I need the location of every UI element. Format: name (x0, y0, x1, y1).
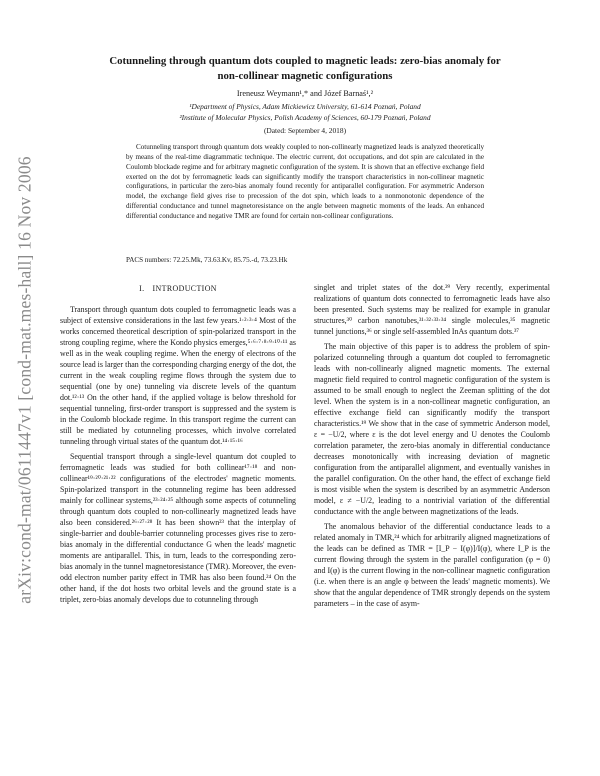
intro-paragraph-4: The anomalous behavior of the differential conductance leads to a related anomaly in TMR,²⁴ which for arbitrarily aligned magnetizations of the leads can be defined as TMR = [I_P − I(φ)]/I(φ), where I_P is the current flowing through the system in the parallel configuration (φ = 0) and I(φ) is the current flowing in the non-collinear magnetic configuration (i.e. when there is an angle φ between the leads' magnetic moments). We show that the angular dependence of TMR strongly depends on the system parameters – in the case of asym- (314, 521, 550, 608)
section-number: I. (139, 284, 145, 293)
intro-paragraph-2: Sequential transport through a single-level quantum dot coupled to ferromagnetic leads was studied for both collinear¹⁷·¹⁸ and non-collinear¹⁹·²⁰·²¹·²² configurations of the electrodes' magnetic moments. Spin-polarized transport in the cotunneling regime has been addressed mainly for collinear systems,²³·²⁴·²⁵ although some aspects of cotunneling through quantum dots coupled to non-collinearly magnetized leads have also been considered.²⁶·²⁷·²⁸ It has been shown²³ that the interplay of single-barrier and double-barrier cotunneling processes gives rise to zero-bias anomaly in the differential conductance G when the leads' magnetic moments are antiparallel. This, in turn, leads to the corresponding zero-bias anomaly in the tunnel magnetoresistance (TMR). Moreover, the even-odd electron number parity effect in TMR has also been found.²⁴ On the other hand, if the dot hosts two orbital levels and the ground state is a triplet, zero-bias anomaly develops due to cotunneling through (60, 451, 296, 604)
affiliation-1: ¹Department of Physics, Adam Mickiewicz University, 61-614 Poznań, Poland (189, 102, 421, 111)
abstract: Cotunneling transport through quantum dots weakly coupled to non-collinearly magnetized leads is analyzed theoretically by means of the real-time diagrammatic technique. The electric current, dot occupations, and dot spin are calculated in the Coulomb blockade regime and for arbitrary magnetic configuration of the system. It is shown that an effective exchange field exerted on the dot by ferromagnetic leads can significantly modify the transport characteristics in non-collinear magnetic configurations, in particular the zero-bias anomaly found recently for antiparallel configuration. For asymmetric Anderson model, the exchange field gives rise to precession of the dot spin, which leads to a nonmonotonic dependence of the differential conductance and tunnel magnetoresistance on the angle between magnetic moments of the leads. An enhanced differential conductance and negative TMR are found for certain non-collinear configurations. (126, 143, 484, 220)
date-line: (Dated: September 4, 2018) (263, 126, 347, 135)
arxiv-identifier-text: arXiv:cond-mat/0611447v1 [cond-mat.mes-hall] 16 Nov 2006 (14, 156, 35, 604)
paper-title-line-2: non-collinear magnetic configurations (217, 70, 393, 82)
affiliations (70, 102, 540, 123)
author-list: Ireneusz Weymann¹,* and Józef Barnaś¹,² (236, 89, 374, 98)
arxiv-identifier-stamp (10, 110, 40, 650)
right-column (314, 283, 550, 614)
left-column (60, 283, 296, 610)
paper-title (70, 54, 540, 84)
intro-paragraph-2-continued: singlet and triplet states of the dot.²⁹ Very recently, experimental realizations of quantum dots connected to ferromagnetic leads have also been presented. Such systems may be realized for example in granular structures,³⁰ carbon nanotubes,³¹·³²·³³·³⁴ single molecules,³⁵ magnetic tunnel junctions,³⁶ or single self-assembled InAs quantum dots.³⁷ (314, 283, 550, 336)
intro-paragraph-1: Transport through quantum dots coupled to ferromagnetic leads was a subject of extensive considerations in the last few years.¹·²·³·⁴ Most of the works concerned theoretical description of spin-polarized transport in the strong coupling regime, where the Kondo physics emerges,⁵·⁶·⁷·⁸·⁹·¹⁰·¹¹ as well as in the weak coupling regime. When the energy of electrons of the source lead is larger than the corresponding charging energy of the dot, the current in the weak coupling regime flows through the system due to sequential (one by one) tunneling via discrete levels of the quantum dot.¹²·¹³ On the other hand, if the applied voltage is below threshold for sequential tunneling, first-order transport is suppressed and the system is in the Coulomb blockade regime. In this transport regime the current can still be mediated by cotunneling processes, which involve correlated tunneling through virtual states of the quantum dot.¹⁴·¹⁵·¹⁶ (60, 305, 296, 446)
section-heading (60, 283, 296, 294)
intro-paragraph-3: The main objective of this paper is to address the problem of spin-polarized cotunneling through a quantum dot coupled to ferromagnetic leads with non-collinearly aligned magnetic moments. The external magnetic field required to control magnetic configuration of the system is assumed to be small enough to neglect the Zeeman splitting of the dot level. When the system is in a non-collinear magnetic configuration, an effective exchange field can significantly modify the transport characteristics.¹⁹ We show that in the case of symmetric Anderson model, ε = −U/2, where ε is the dot level energy and U denotes the Coulomb correlation parameter, the zero-bias anomaly in differential conductance decreases monotonically with increasing deviation of magnetic configuration from the antiparallel alignment, and eventually vanishes in the parallel configuration. On the other hand, the effect of exchange field is most visible when the system is described by an asymmetric Anderson model, ε ≠ −U/2, leading to a nontrivial variation of the differential conductance with the angle between magnetizations of the leads. (314, 341, 550, 516)
paper-title-line-1: Cotunneling through quantum dots coupled to magnetic leads: zero-bias anomaly for (109, 55, 501, 67)
pacs-numbers: PACS numbers: 72.25.Mk, 73.63.Kv, 85.75.-d, 73.23.Hk (126, 256, 288, 264)
section-title: INTRODUCTION (152, 284, 217, 293)
affiliation-2: ²Institute of Molecular Physics, Polish Academy of Sciences, 60-179 Poznań, Poland (179, 112, 431, 122)
